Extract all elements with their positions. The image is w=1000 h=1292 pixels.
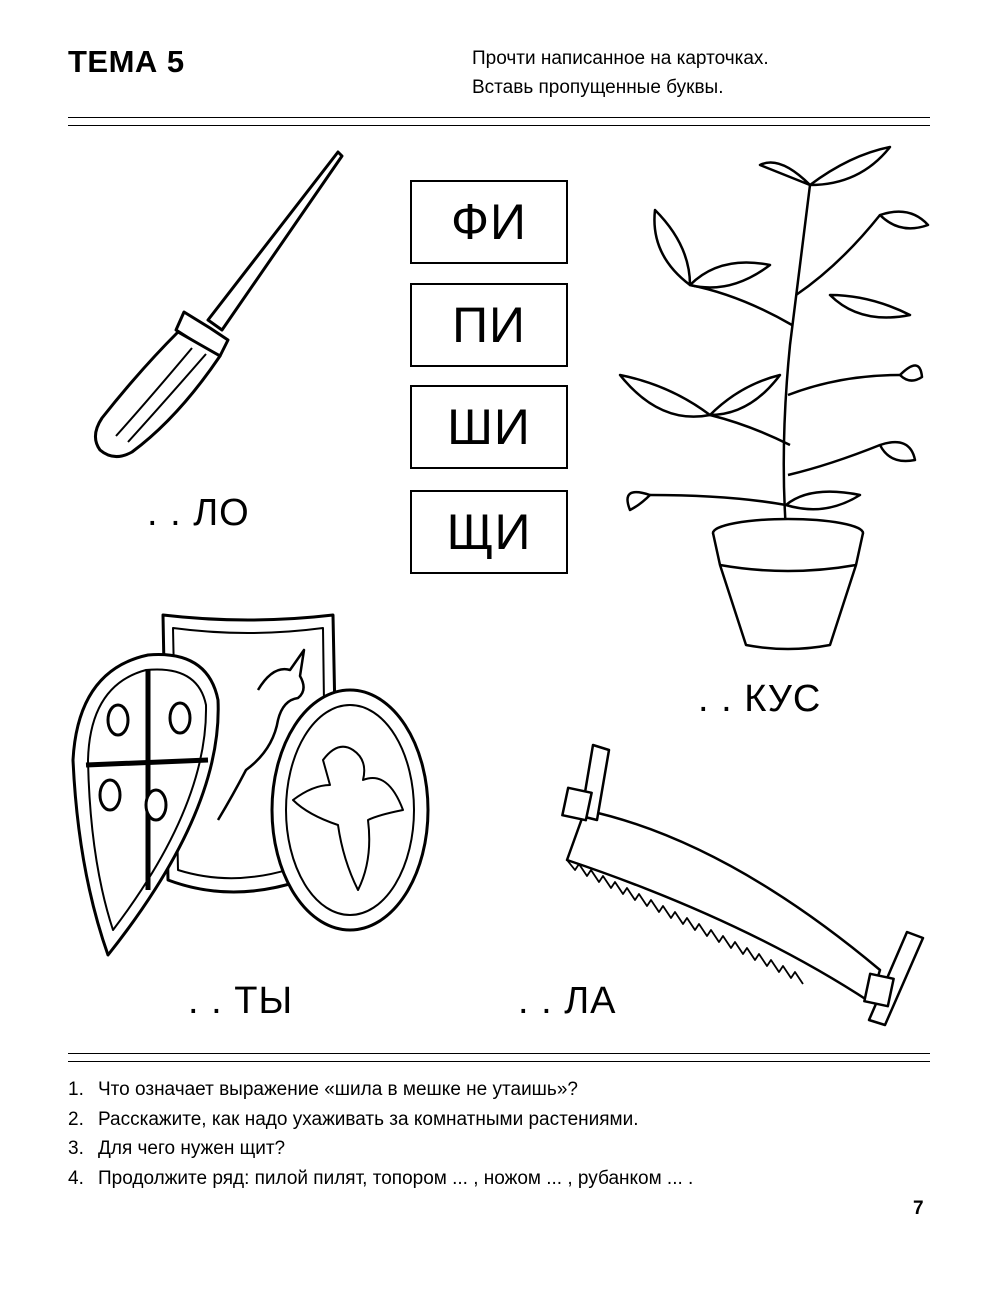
- shields-icon: [68, 610, 448, 960]
- question-text: Продолжите ряд: пилой пилят, топором ... , ножом ... , рубанком ... .: [98, 1167, 694, 1189]
- instruction-line-2: Вставь пропущенные буквы.: [472, 77, 724, 98]
- question-text: Расскажите, как надо ухаживать за комнатными растениями.: [98, 1108, 639, 1130]
- question-number: 2.: [68, 1108, 84, 1130]
- awl-icon: [80, 150, 360, 470]
- question-text: Что означает выражение «шила в мешке не утаишь»?: [98, 1079, 578, 1100]
- question-number: 4.: [68, 1167, 84, 1189]
- bottom-divider: [68, 1053, 930, 1062]
- question-text: Для чего нужен щит?: [98, 1138, 286, 1159]
- question-item: [68, 1105, 693, 1135]
- potted-plant-icon: [610, 145, 930, 655]
- syllable-card-2: ПИ: [410, 283, 568, 367]
- questions-list: [68, 1075, 693, 1193]
- top-divider: [68, 117, 930, 126]
- syllable-card-3: ШИ: [410, 385, 568, 469]
- word-saw: . . ЛА: [518, 980, 617, 1022]
- question-item: [68, 1134, 693, 1164]
- question-item: [68, 1164, 693, 1194]
- question-number: 3.: [68, 1138, 84, 1159]
- word-plant: . . КУС: [698, 678, 822, 720]
- page-title: ТЕМА 5: [68, 44, 185, 79]
- page-number: 7: [913, 1198, 924, 1219]
- question-number: 1.: [68, 1079, 84, 1100]
- word-awl: . . ЛО: [147, 492, 250, 534]
- question-item: [68, 1075, 693, 1105]
- instruction-line-1: Прочти написанное на карточках.: [472, 48, 769, 69]
- instructions: [472, 44, 769, 102]
- syllable-card-4: ЩИ: [410, 490, 568, 574]
- word-shields: . . ТЫ: [188, 980, 294, 1022]
- syllable-card-1: ФИ: [410, 180, 568, 264]
